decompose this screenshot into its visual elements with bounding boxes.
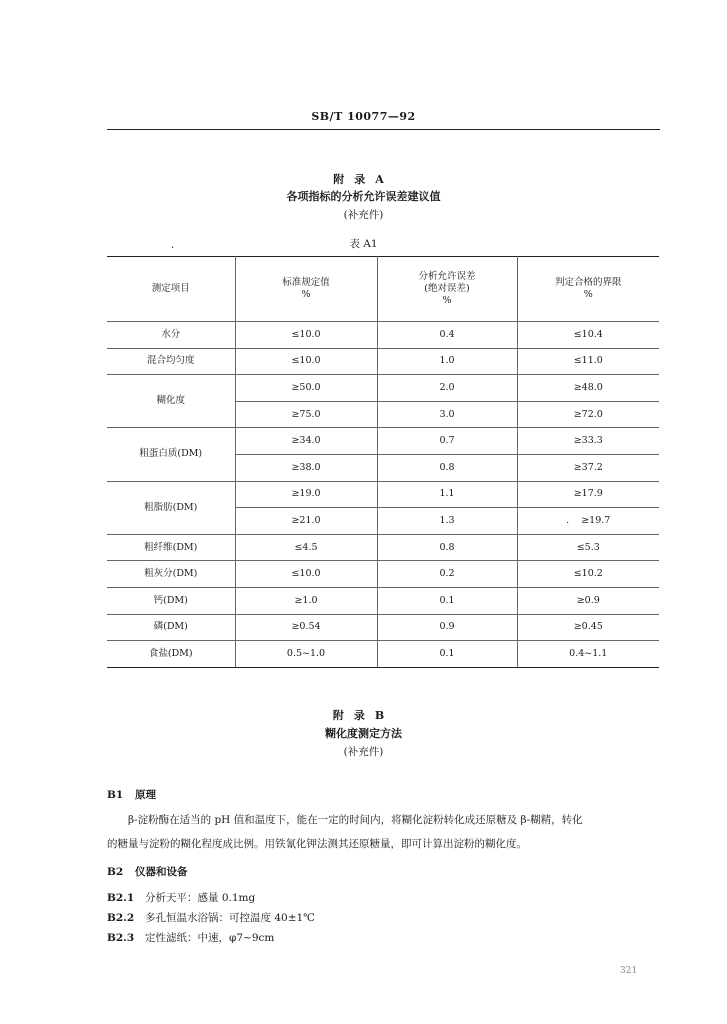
page-number: 321 <box>620 966 638 976</box>
appendix-a-note: (补充件) <box>343 209 384 221</box>
appendix-a-title: 各项指标的分析允许误差建议值 <box>286 190 441 203</box>
section-b1-paragraph <box>107 808 667 856</box>
cell-tolerance: 0.8 <box>377 454 517 481</box>
cell-standard: ≥19.0 <box>235 481 377 508</box>
list-item: B2.1 分析天平：感量 0.1mg <box>107 892 256 904</box>
tolerance-table <box>107 256 659 668</box>
cell-item: 糊化度 <box>107 375 235 428</box>
cell-item: 钙(DM) <box>107 587 235 614</box>
stray-mark: . <box>566 514 570 526</box>
standard-code: SB/T 10077—92 <box>311 110 416 123</box>
paragraph-line: 的糖量与淀粉的糊化程度成比例。用铁氰化钾法测其还原糖量，即可计算出淀粉的糊化度。 <box>107 838 527 850</box>
cell-item: 水分 <box>107 322 235 349</box>
cell-limit: ≥72.0 <box>517 401 659 428</box>
cell-standard: ≥21.0 <box>235 508 377 535</box>
table-row <box>107 348 659 375</box>
table-row <box>107 481 659 508</box>
cell-tolerance: 3.0 <box>377 401 517 428</box>
table-row <box>107 375 659 402</box>
cell-item: 混合均匀度 <box>107 348 235 375</box>
cell-limit: ≤10.4 <box>517 322 659 349</box>
cell-standard: ≥34.0 <box>235 428 377 455</box>
table-row <box>107 561 659 588</box>
header-standard: 标准规定值 % <box>235 257 377 322</box>
cell-limit: ≥48.0 <box>517 375 659 402</box>
table-row <box>107 428 659 455</box>
appendix-b-title: 糊化度测定方法 <box>325 727 402 740</box>
cell-limit: ≥33.3 <box>517 428 659 455</box>
cell-limit: 0.4~1.1 <box>517 641 659 668</box>
cell-tolerance: 0.8 <box>377 534 517 561</box>
table-row <box>107 322 659 349</box>
cell-item: 食盐(DM) <box>107 641 235 668</box>
header-item: 测定项目 <box>107 257 235 322</box>
appendix-b-note: (补充件) <box>343 746 384 758</box>
cell-tolerance: 0.7 <box>377 428 517 455</box>
cell-limit: ≤10.2 <box>517 561 659 588</box>
cell-item: 粗纤维(DM) <box>107 534 235 561</box>
paragraph-line: β-淀粉酶在适当的 pH 值和温度下，能在一定的时间内，将糊化淀粉转化成还原糖及 β-糊精，转化 <box>128 814 583 826</box>
cell-limit: ≥17.9 <box>517 481 659 508</box>
header-tolerance: 分析允许误差 (绝对误差) % <box>377 257 517 322</box>
cell-standard: 0.5~1.0 <box>235 641 377 668</box>
cell-tolerance: 2.0 <box>377 375 517 402</box>
table-header-row <box>107 257 659 322</box>
table-caption: 表 A1 <box>349 238 378 250</box>
cell-item: 磷(DM) <box>107 614 235 641</box>
cell-tolerance: 1.0 <box>377 348 517 375</box>
cell-limit: . ≥19.7 <box>517 508 659 535</box>
section-b2-title: 仪器和设备 <box>135 866 188 878</box>
section-b1-title: 原理 <box>135 789 156 801</box>
table-row <box>107 534 659 561</box>
cell-standard: ≥38.0 <box>235 454 377 481</box>
list-item: B2.3 定性滤纸：中速，φ7~9cm <box>107 932 275 944</box>
cell-standard: ≥0.54 <box>235 614 377 641</box>
cell-tolerance: 0.4 <box>377 322 517 349</box>
list-item: B2.2 多孔恒温水浴锅：可控温度 40±1℃ <box>107 912 315 924</box>
cell-standard: ≥1.0 <box>235 587 377 614</box>
cell-standard: ≤10.0 <box>235 348 377 375</box>
cell-limit: ≥0.45 <box>517 614 659 641</box>
cell-tolerance: 0.2 <box>377 561 517 588</box>
section-b1-number: B1 <box>107 789 124 801</box>
cell-standard: ≤10.0 <box>235 561 377 588</box>
appendix-b-heading: 附录B <box>332 709 395 722</box>
table-row <box>107 587 659 614</box>
cell-limit: ≥0.9 <box>517 587 659 614</box>
cell-standard: ≤4.5 <box>235 534 377 561</box>
section-b1-heading <box>107 787 156 802</box>
section-b2-number: B2 <box>107 866 124 878</box>
cell-tolerance: 0.1 <box>377 641 517 668</box>
appendix-a-heading: 附录A <box>333 173 394 186</box>
cell-item: 粗灰分(DM) <box>107 561 235 588</box>
header-limit: 判定合格的界限 % <box>517 257 659 322</box>
cell-item: 粗蛋白质(DM) <box>107 428 235 481</box>
cell-tolerance: 0.1 <box>377 587 517 614</box>
cell-tolerance: 1.3 <box>377 508 517 535</box>
cell-limit: ≥37.2 <box>517 454 659 481</box>
cell-limit: ≤5.3 <box>517 534 659 561</box>
cell-standard: ≥50.0 <box>235 375 377 402</box>
cell-standard: ≥75.0 <box>235 401 377 428</box>
stray-mark: . <box>171 240 175 251</box>
cell-limit: ≤11.0 <box>517 348 659 375</box>
section-b2-heading <box>107 864 188 879</box>
cell-standard: ≤10.0 <box>235 322 377 349</box>
header-rule <box>107 129 660 130</box>
cell-tolerance: 1.1 <box>377 481 517 508</box>
table-row <box>107 614 659 641</box>
cell-item: 粗脂肪(DM) <box>107 481 235 534</box>
table-row <box>107 641 659 668</box>
cell-tolerance: 0.9 <box>377 614 517 641</box>
